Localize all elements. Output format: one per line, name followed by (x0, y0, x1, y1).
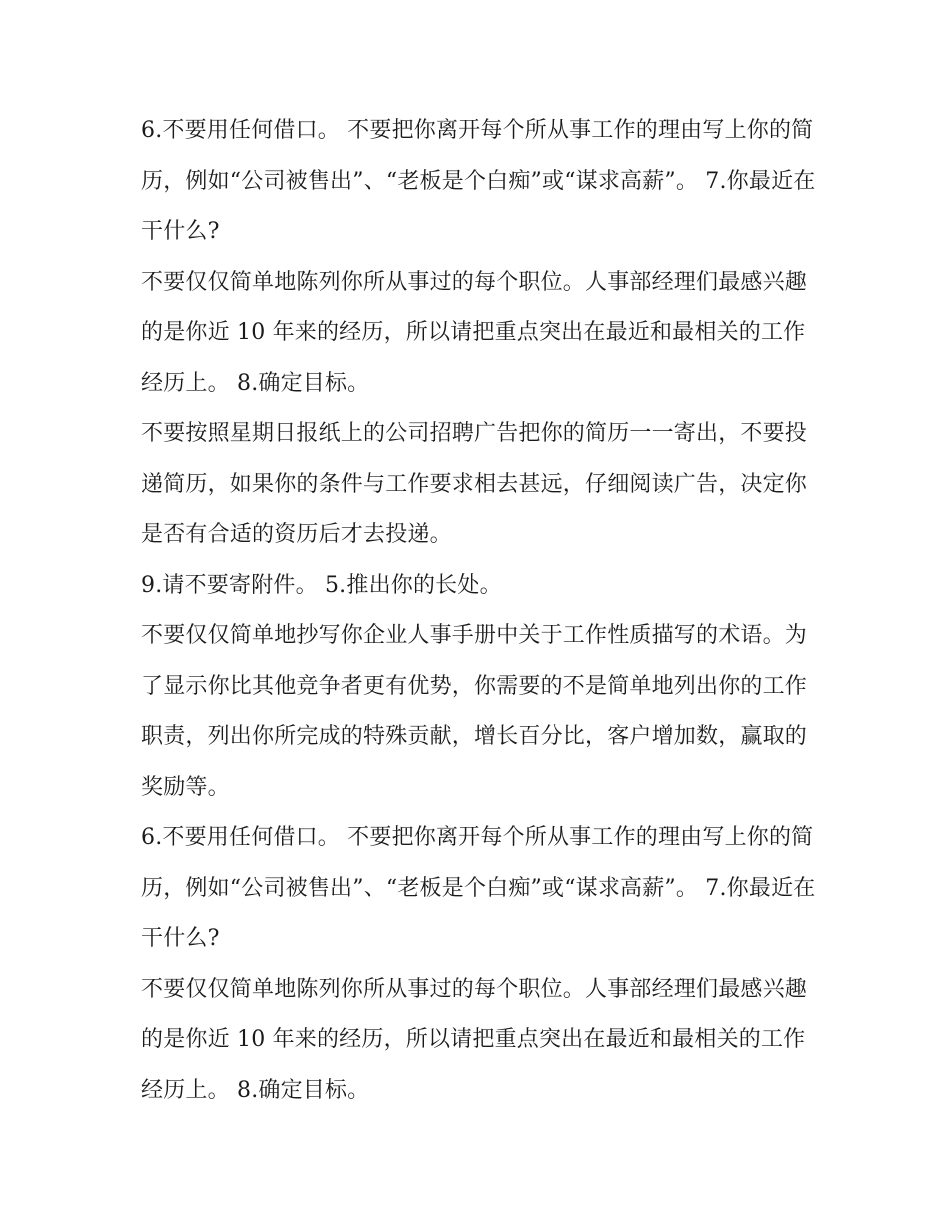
paragraph-excuses-repeat: 6.不要用任何借口。 不要把你离开每个所从事工作的理由写上你的简历，例如“公司被售出”、“老板是个白痴”或“谋求高薪”。 7.你最近在干什么? (141, 825, 816, 951)
paragraph-strengths-detail: 不要仅仅简单地抄写你企业人事手册中关于工作性质描写的术语。为了显示你比其他竞争者更有优势，你需要的不是简单地列出你的工作职责，列出你所完成的特殊贡献，增长百分比，客户增加数，赢取的奖励等。 (141, 623, 808, 800)
paragraph-recent-work: 不要仅仅简单地陈列你所从事过的每个职位。人事部经理们最感兴趣的是你近 10 年来的经历，所以请把重点突出在最近和最相关的工作经历上。 8.确定目标。 (141, 269, 808, 396)
document-body (141, 106, 821, 1116)
paragraph-target: 不要按照星期日报纸上的公司招聘广告把你的简历一一寄出，不要投递简历，如果你的条件与工作要求相去甚远，仔细阅读广告，决定你是否有合适的资历后才去投递。 (141, 421, 808, 547)
paragraph-attachments-strengths: 9.请不要寄附件。 5.推出你的长处。 (141, 572, 502, 598)
paragraph-excuses: 6.不要用任何借口。 不要把你离开每个所从事工作的理由写上你的简历，例如“公司被售出”、“老板是个白痴”或“谋求高薪”。 7.你最近在干什么? (141, 118, 816, 244)
paragraph-recent-work-repeat: 不要仅仅简单地陈列你所从事过的每个职位。人事部经理们最感兴趣的是你近 10 年来的经历，所以请把重点突出在最近和最相关的工作经历上。 8.确定目标。 (141, 976, 808, 1103)
